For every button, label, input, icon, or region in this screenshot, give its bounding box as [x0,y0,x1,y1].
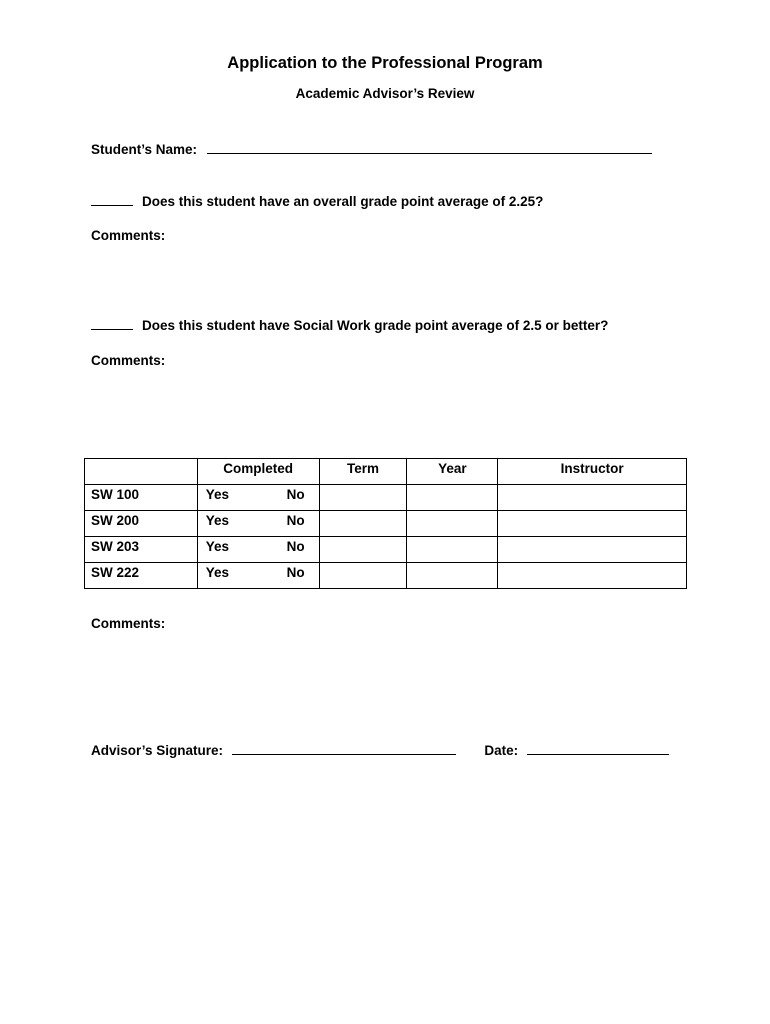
instructor-cell[interactable] [498,563,687,589]
year-cell[interactable] [407,485,498,511]
table-header-row [85,459,687,485]
table-header-year: Year [407,459,498,485]
page-title: Application to the Professional Program [227,54,543,72]
table-row [85,511,687,537]
term-cell[interactable] [319,485,407,511]
no-option[interactable]: No [286,539,305,554]
course-cell: SW 100 [85,485,198,511]
date-label: Date: [484,743,519,758]
year-cell[interactable] [407,511,498,537]
courses-table [84,458,687,589]
course-cell: SW 200 [85,511,198,537]
table-header-course [85,459,198,485]
table-header-instructor: Instructor [498,459,687,485]
course-cell: SW 203 [85,537,198,563]
table-row [85,485,687,511]
yes-option[interactable]: Yes [205,513,230,528]
page-subtitle: Academic Advisor’s Review [295,86,475,101]
table-row [85,537,687,563]
yes-option[interactable]: Yes [205,565,230,580]
student-name-row [91,139,652,157]
sw-gpa-question-row [91,317,608,333]
gpa-check-blank[interactable] [91,193,133,206]
table-header-completed: Completed [197,459,319,485]
completed-cell [197,563,319,589]
no-option[interactable]: No [286,565,305,580]
completed-cell [197,537,319,563]
completed-cell [197,485,319,511]
sw-gpa-check-blank[interactable] [91,317,133,330]
signature-field[interactable] [232,740,456,755]
term-cell[interactable] [319,563,407,589]
term-cell[interactable] [319,537,407,563]
no-option[interactable]: No [286,513,305,528]
gpa-comments-label: Comments: [91,228,166,243]
date-field[interactable] [527,740,669,755]
signature-label: Advisor’s Signature: [91,743,224,758]
table-comments-label: Comments: [91,616,166,631]
course-cell: SW 222 [85,563,198,589]
sw-gpa-question-text: Does this student have Social Work grade point average of 2.5 or better? [142,318,609,333]
gpa-question-row [91,193,543,209]
no-option[interactable]: No [286,487,305,502]
signature-row [91,740,669,758]
student-name-label: Student’s Name: [91,142,198,157]
gpa-question-text: Does this student have an overall grade point average of 2.25? [142,194,544,209]
student-name-field[interactable] [207,139,652,154]
yes-option[interactable]: Yes [205,487,230,502]
yes-option[interactable]: Yes [205,539,230,554]
table-row [85,563,687,589]
completed-cell [197,511,319,537]
year-cell[interactable] [407,537,498,563]
instructor-cell[interactable] [498,537,687,563]
sw-gpa-comments-label: Comments: [91,353,166,368]
instructor-cell[interactable] [498,485,687,511]
instructor-cell[interactable] [498,511,687,537]
term-cell[interactable] [319,511,407,537]
table-header-term: Term [319,459,407,485]
year-cell[interactable] [407,563,498,589]
